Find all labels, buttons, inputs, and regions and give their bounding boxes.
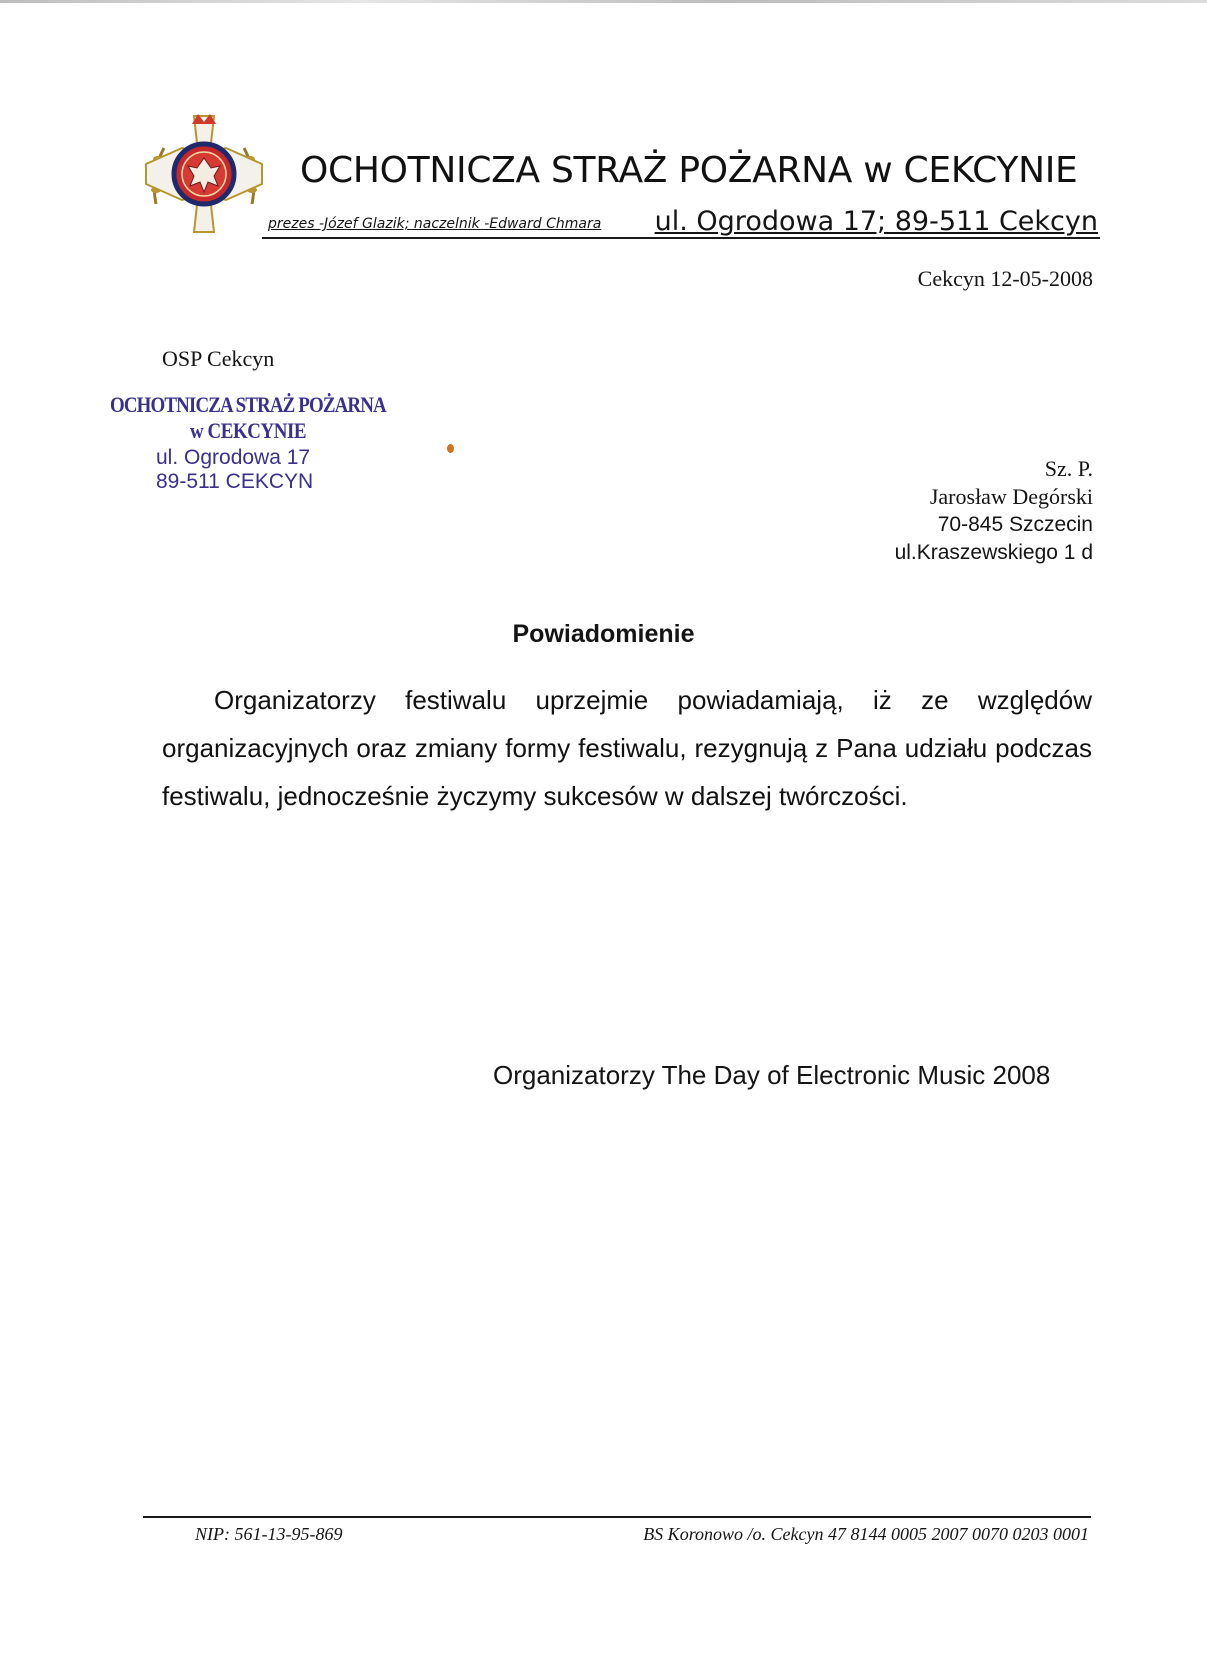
recipient-address: [895, 455, 1093, 567]
organization-stamp: [110, 392, 386, 494]
letter-footer: [143, 1516, 1091, 1546]
letterhead-subline: [262, 205, 1100, 239]
scan-edge: [0, 0, 1207, 3]
stamp-line: w CEKCYNIE: [190, 418, 307, 443]
letter-date: Cekcyn 12-05-2008: [917, 266, 1093, 291]
stamp-line: OCHOTNICZA STRAŻ POŻARNA: [110, 392, 386, 417]
footer-bank-account: BS Koronowo /o. Cekcyn 47 8144 0005 2007 0070 0203 0001: [643, 1524, 1089, 1544]
officers-line: prezes -Józef Glazik; naczelnik -Edward Chmara: [268, 216, 602, 232]
footer-nip: NIP: 561-13-95-869: [195, 1524, 343, 1544]
organization-address: ul. Ogrodowa 17; 89-511 Cekcyn: [654, 206, 1098, 237]
sender-name: OSP Cekcyn: [162, 346, 275, 371]
recipient-city: 70-845 Szczecin: [937, 513, 1093, 536]
scan-speck: [447, 444, 454, 453]
recipient-salutation: Sz. P.: [1044, 456, 1093, 481]
recipient-street: ul.Kraszewskiego 1 d: [894, 541, 1093, 564]
letter-body: Organizatorzy festiwalu uprzejmie powiadamiają, iż ze względów organizacyjnych oraz zmiany formy festiwalu, rezygnują z Pana udziału podczas festiwalu, jednocześnie życzymy sukcesów w dalszej twórczości.: [162, 685, 1092, 811]
organization-name: OCHOTNICZA STRAŻ POŻARNA w CEKCYNIE: [300, 150, 1078, 191]
letter-subject: Powiadomienie: [512, 620, 695, 648]
stamp-line: ul. Ogrodowa 17: [156, 446, 311, 469]
recipient-name: Jarosław Degórski: [929, 484, 1093, 509]
letter-closing: Organizatorzy The Day of Electronic Music 2008: [493, 1060, 1051, 1090]
fire-brigade-cross-emblem-icon: [142, 112, 266, 236]
stamp-line: 89-511 CEKCYN: [156, 470, 314, 493]
